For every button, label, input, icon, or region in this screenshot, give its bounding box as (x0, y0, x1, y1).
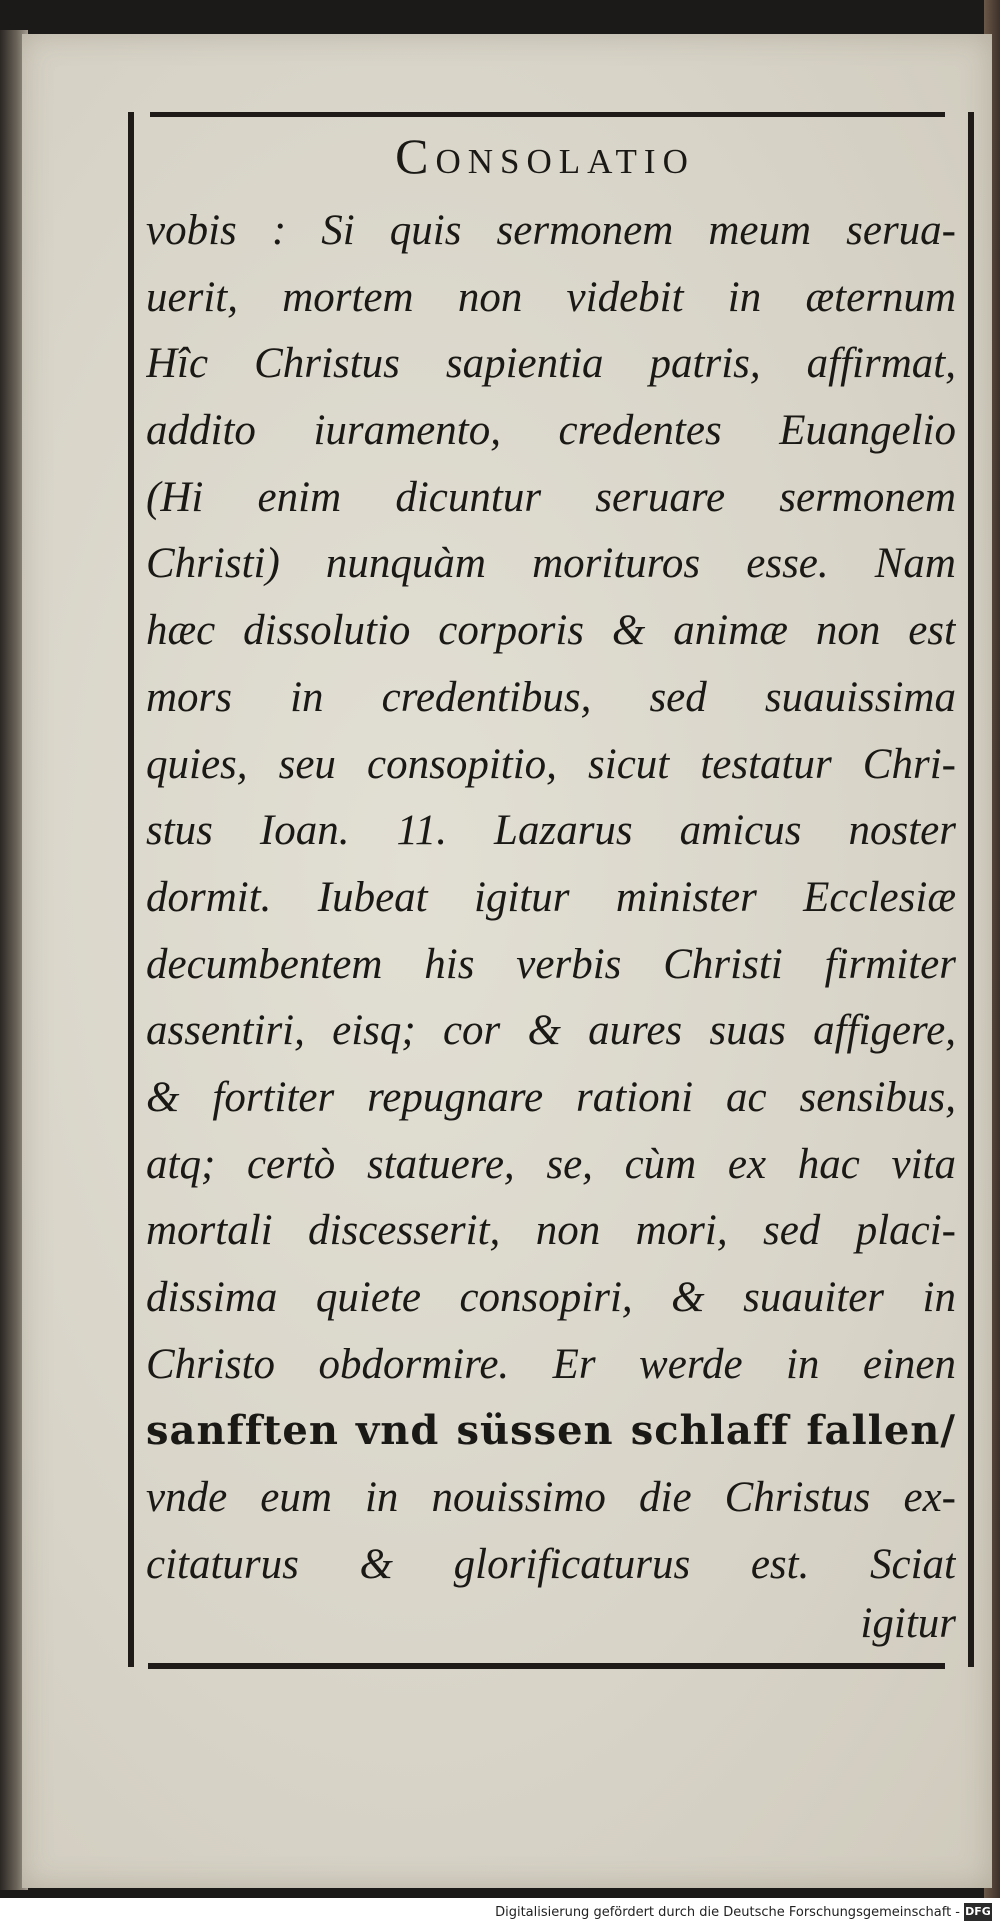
bottom-rule (148, 1663, 945, 1669)
text-line: Christo obdormire. Er werde in einen (146, 1340, 956, 1388)
text-line: decumbentem his verbis Christi firmiter (146, 940, 956, 988)
running-head: Consolatio (395, 128, 695, 184)
text-line: Hîc Christus sapientia patris, affirmat, (146, 340, 956, 388)
text-line: vobis : Si quis sermonem meum serua- (146, 207, 956, 254)
text-line: vnde eum in nouissimo die Christus ex- (146, 1474, 956, 1522)
catchword: igitur (860, 1600, 956, 1647)
text-line-fraktur: sanfften vnd süssen schlaff fallen/ (146, 1407, 956, 1455)
text-line: Christi) nunquàm morituros esse. Nam (146, 540, 956, 588)
text-line: uerit, mortem non videbit in æternum (146, 273, 956, 321)
top-rule (150, 112, 945, 117)
text-line: citaturus & glorificaturus est. Sciat (146, 1540, 956, 1588)
text-line: & fortiter repugnare rationi ac sensibus, (146, 1073, 956, 1121)
text-line: quies, seu consopitio, sicut testatur Chri- (146, 740, 956, 788)
text-line: addito iuramento, credentes Euangelio (146, 407, 956, 455)
text-line: (Hi enim dicuntur seruare sermonem (146, 473, 956, 521)
text-line: assentiri, eisq; cor & aures suas affigere, (146, 1007, 956, 1055)
text-line: mortali discesserit, non mori, sed placi- (146, 1207, 956, 1255)
digitization-credit: Digitalisierung gefördert durch die Deutsche Forschungsgemeinschaft - (495, 1905, 960, 1920)
text-line: hæc dissolutio corporis & animæ non est (146, 607, 956, 655)
text-line: atq; certò statuere, se, cùm ex hac vita (146, 1140, 956, 1188)
text-line: mors in credentibus, sed suauissima (146, 673, 956, 721)
body-text (146, 198, 956, 1598)
text-line: dormit. Iubeat igitur minister Ecclesiæ (146, 873, 956, 921)
text-line: dissima quiete consopiri, & suauiter in (146, 1274, 956, 1321)
text-line: stus Ioan. 11. Lazarus amicus noster (146, 807, 956, 855)
dfg-logo: DFG (964, 1903, 992, 1921)
